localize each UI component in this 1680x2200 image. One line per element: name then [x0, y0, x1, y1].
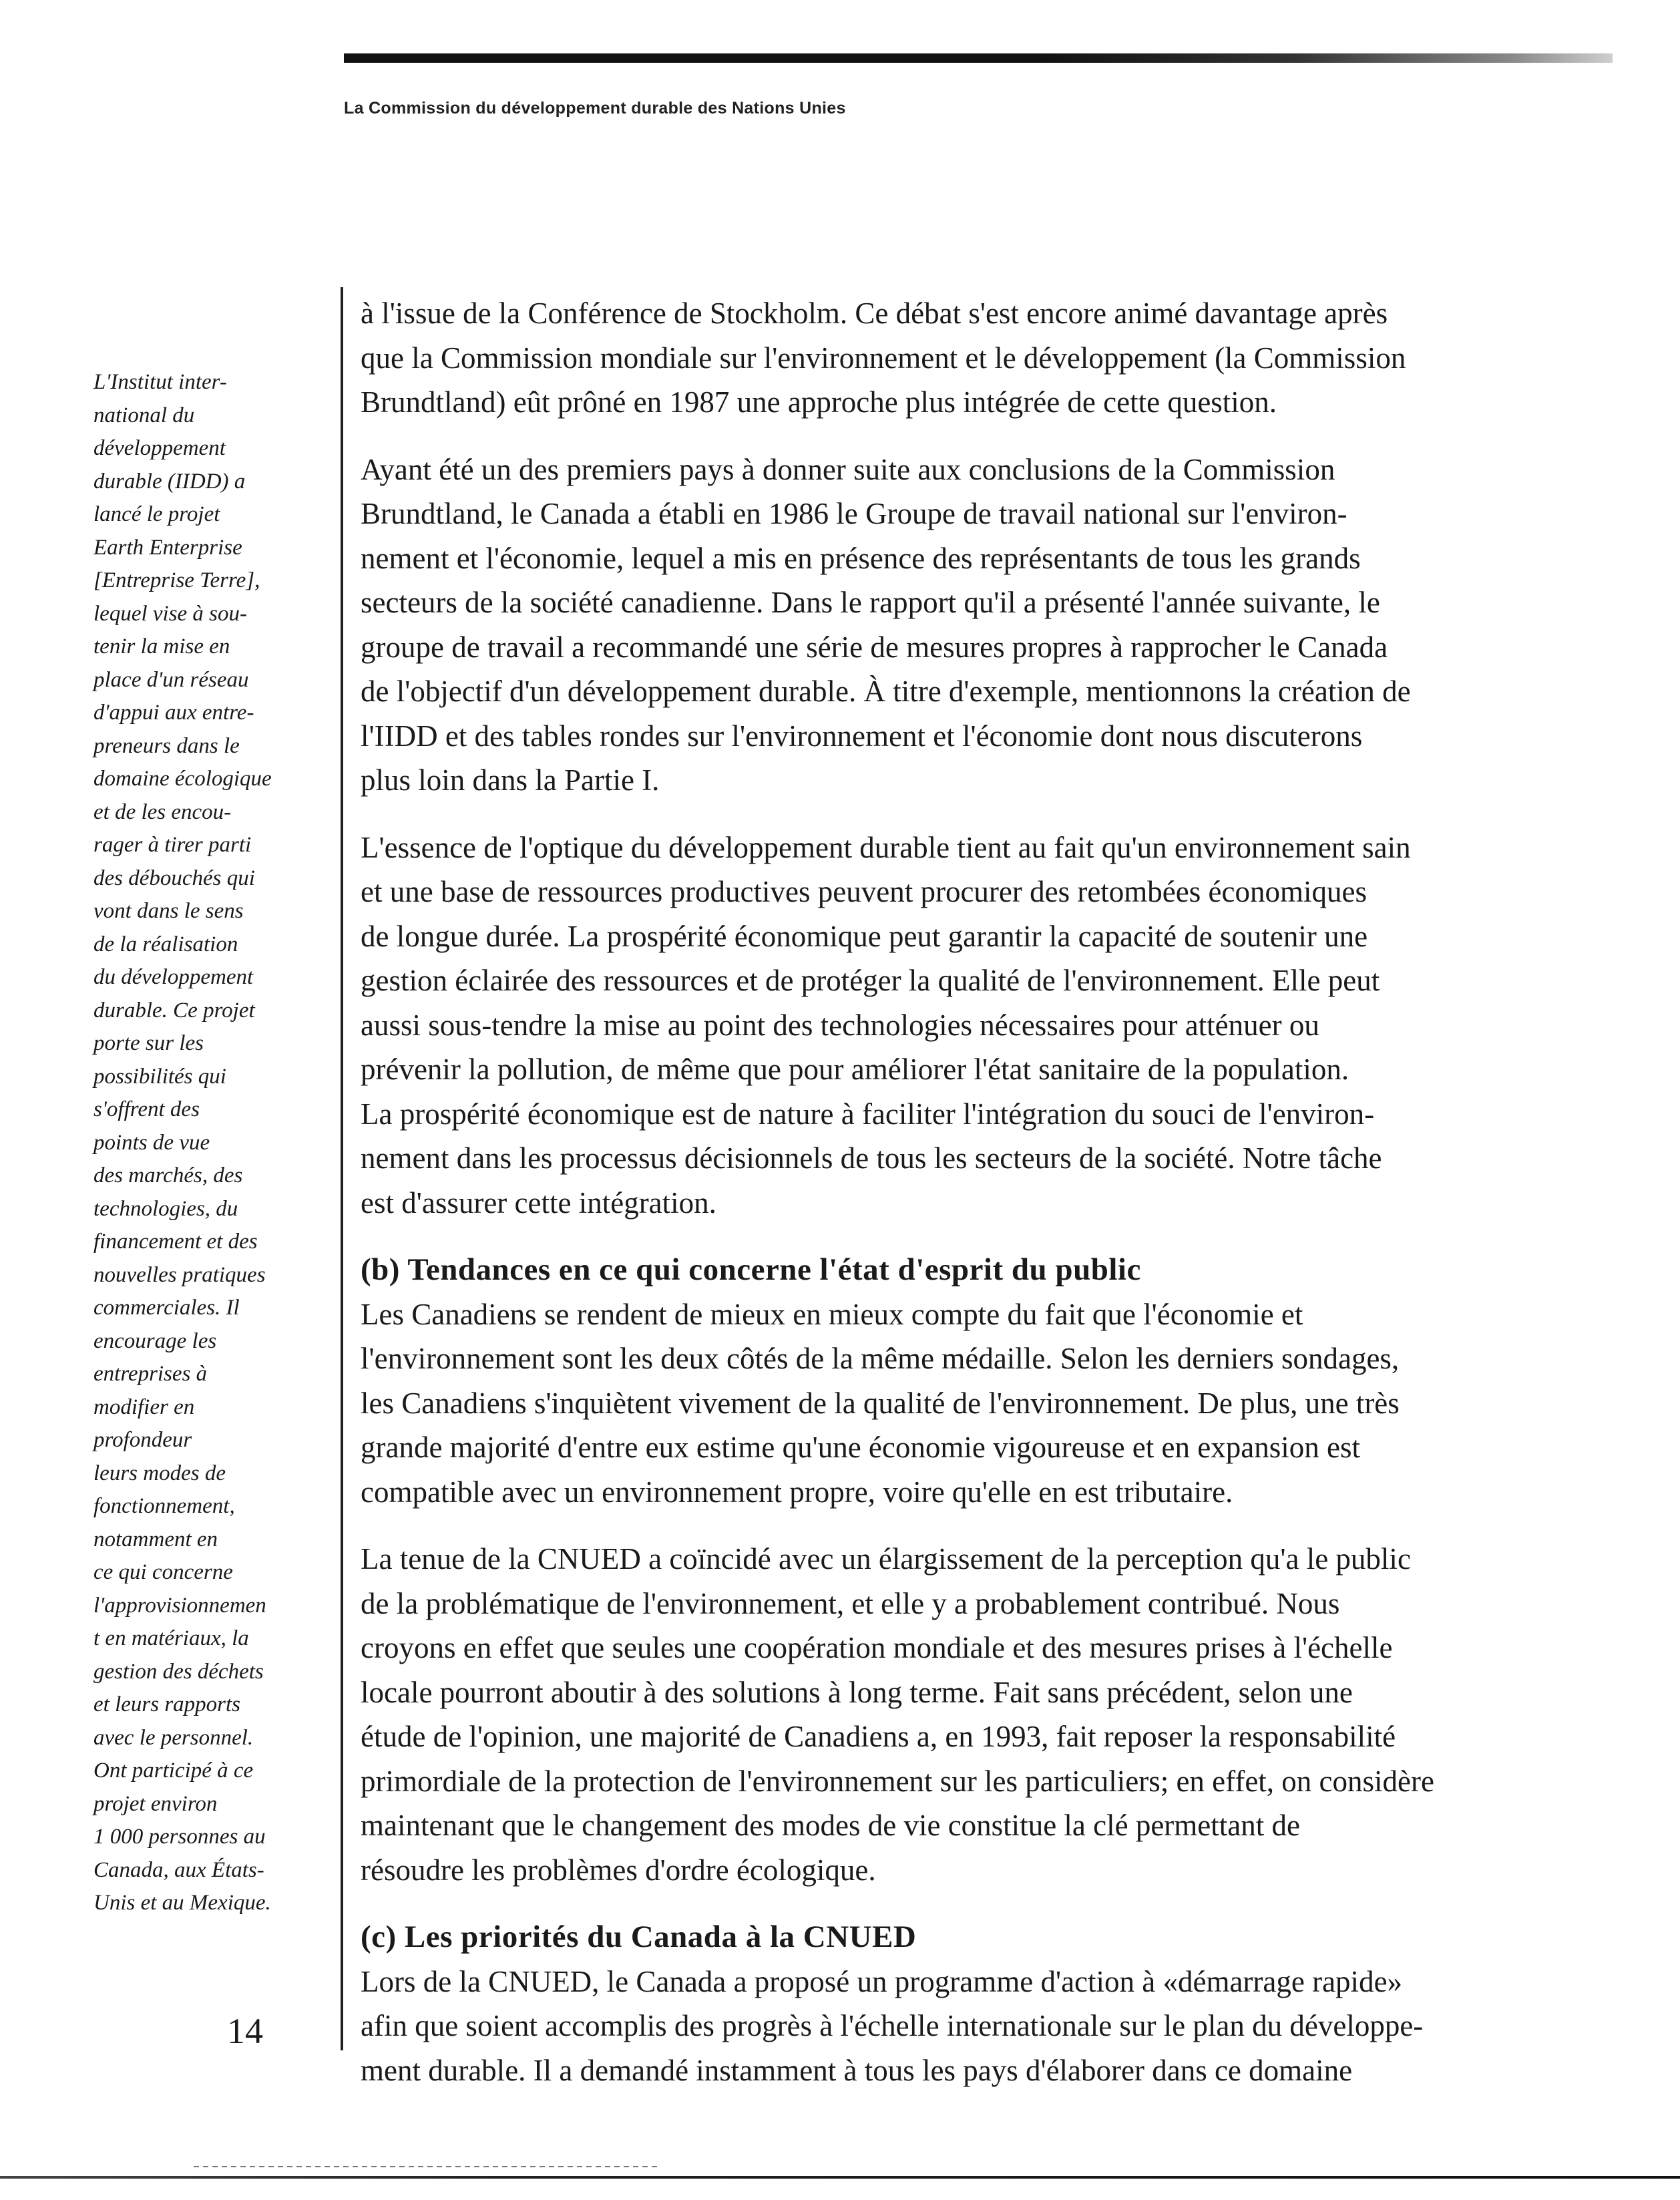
sidebar-line: porte sur les: [93, 1031, 204, 1055]
text-line: afin que soient accomplis des progrès à l'échelle internationale sur le plan du développe-: [361, 2009, 1424, 2042]
section-c: [361, 1915, 1522, 2092]
text-line: nement et l'économie, lequel a mis en présence des représentants de tous les grands: [361, 541, 1361, 575]
sidebar-line: rager à tirer parti: [93, 833, 252, 857]
sidebar-line: s'offrent des: [93, 1097, 200, 1121]
sidebar-line: preneurs dans le: [93, 733, 240, 758]
text-line: Brundtland, le Canada a établi en 1986 le Groupe de travail national sur l'environ-: [361, 497, 1347, 530]
text-line: La tenue de la CNUED a coïncidé avec un élargissement de la perception qu'a le public: [361, 1542, 1411, 1576]
paragraph: [361, 1537, 1522, 1892]
sidebar-line: notamment en: [93, 1527, 218, 1551]
paragraph: [361, 826, 1522, 1226]
sidebar-line: ce qui concerne: [93, 1560, 233, 1584]
sidebar-line: encourage les: [93, 1328, 217, 1353]
text-line: que la Commission mondiale sur l'environnement et le développement (la Commission: [361, 341, 1406, 375]
sidebar-line: durable. Ce projet: [93, 998, 255, 1023]
header-rule: [344, 53, 1613, 63]
sidebar-line: commerciales. Il: [93, 1296, 240, 1320]
sidebar-line: leurs modes de: [93, 1461, 226, 1485]
text-line: de la problématique de l'environnement, et elle y a probablement contribué. Nous: [361, 1586, 1340, 1620]
text-line: prévenir la pollution, de même que pour améliorer l'état sanitaire de la population.: [361, 1053, 1349, 1086]
sidebar-line: 1 000 personnes au: [93, 1825, 266, 1849]
sidebar-line: fonctionnement,: [93, 1494, 235, 1518]
text-line: nement dans les processus décisionnels de tous les secteurs de la société. Notre tâche: [361, 1141, 1382, 1175]
sidebar-line: possibilités qui: [93, 1064, 226, 1089]
sidebar-line: d'appui aux entre-: [93, 701, 254, 725]
sidebar-line: Earth Enterprise: [93, 535, 242, 560]
sidebar-line: technologies, du: [93, 1196, 238, 1221]
sidebar-line: et de les encou-: [93, 799, 232, 824]
text-line: secteurs de la société canadienne. Dans le rapport qu'il a présenté l'année suivante, le: [361, 586, 1380, 619]
sidebar-line: gestion des déchets: [93, 1659, 264, 1684]
text-line: de l'objectif d'un développement durable. À titre d'exemple, mentionnons la création de: [361, 675, 1411, 708]
sidebar-line: des débouchés qui: [93, 866, 255, 890]
sidebar-line: national du: [93, 403, 195, 427]
text-line: aussi sous-tendre la mise au point des technologies nécessaires pour atténuer ou: [361, 1008, 1319, 1042]
section-heading-b: (b) Tendances en ce qui concerne l'état d'esprit du public: [361, 1252, 1141, 1287]
text-line: Lors de la CNUED, le Canada a proposé un programme d'action à «démarrage rapide»: [361, 1964, 1403, 1998]
sidebar-line: financement et des: [93, 1230, 258, 1254]
sidebar-line: l'approvisionnemen: [93, 1593, 266, 1618]
paragraph: [361, 291, 1522, 425]
text-line: l'IIDD et des tables rondes sur l'environnement et l'économie dont nous discuterons: [361, 719, 1363, 753]
text-line: est d'assurer cette intégration.: [361, 1185, 716, 1220]
sidebar-line: avec le personnel.: [93, 1725, 254, 1750]
text-line: groupe de travail a recommandé une série de mesures propres à rapprocher le Canada: [361, 630, 1388, 664]
sidebar-line: entreprises à: [93, 1362, 208, 1386]
sidebar-line: des marchés, des: [93, 1163, 243, 1187]
sidebar-line: lequel vise à sou-: [93, 601, 248, 626]
text-line: l'environnement sont les deux côtés de la même médaille. Selon les derniers sondages,: [361, 1342, 1400, 1375]
section-b: [361, 1248, 1522, 1892]
sidebar-line: développement: [93, 436, 226, 460]
text-line: gestion éclairée des ressources et de protéger la qualité de l'environnement. Elle peut: [361, 964, 1380, 997]
sidebar-line: [Entreprise Terre],: [93, 568, 260, 592]
text-line: et une base de ressources productives peuvent procurer des retombées économiques: [361, 875, 1367, 908]
text-line: Les Canadiens se rendent de mieux en mieux compte du fait que l'économie et: [361, 1297, 1303, 1331]
text-line: primordiale de la protection de l'environnement sur les particuliers; en effet, on considère: [361, 1764, 1434, 1798]
text-line: les Canadiens s'inquiètent vivement de la qualité de l'environnement. De plus, une très: [361, 1386, 1400, 1420]
column-divider: [341, 287, 343, 2050]
text-line: ment durable. Il a demandé instamment à tous les pays d'élaborer dans ce domaine: [361, 2053, 1353, 2087]
sidebar-line: modifier en: [93, 1395, 195, 1419]
text-line: plus loin dans la Partie I.: [361, 763, 660, 797]
sidebar-line: Canada, aux États-: [93, 1857, 264, 1882]
sidebar-line: du développement: [93, 965, 254, 989]
text-line: L'essence de l'optique du développement durable tient au fait qu'un environnement sain: [361, 830, 1411, 864]
sidebar-line: nouvelles pratiques: [93, 1262, 266, 1287]
footer-rule: [0, 2176, 1680, 2179]
page-number: 14: [227, 2011, 263, 2051]
sidebar-line: lancé le projet: [93, 502, 220, 526]
text-line: de longue durée. La prospérité économique peut garantir la capacité de soutenir une: [361, 919, 1368, 953]
text-line: étude de l'opinion, une majorité de Canadiens a, en 1993, fait reposer la responsabilité: [361, 1720, 1396, 1753]
sidebar-line: Ont participé à ce: [93, 1759, 254, 1783]
paragraph: [361, 1960, 1522, 2093]
section-heading-c: (c) Les priorités du Canada à la CNUED: [361, 1919, 917, 1954]
sidebar-line: points de vue: [93, 1130, 210, 1155]
text-line: locale pourront aboutir à des solutions à long terme. Fait sans précédent, selon une: [361, 1675, 1353, 1709]
main-text: [361, 291, 1522, 2111]
text-line: croyons en effet que seules une coopération mondiale et des mesures prises à l'échelle: [361, 1631, 1393, 1664]
text-line: Ayant été un des premiers pays à donner suite aux conclusions de la Commission: [361, 452, 1335, 486]
footer-dotted-rule: [194, 2166, 661, 2167]
paragraph: [361, 447, 1522, 803]
sidebar-line: L'Institut inter-: [93, 370, 227, 394]
sidebar-line: projet environ: [93, 1791, 218, 1816]
sidebar-line: et leurs rapports: [93, 1692, 241, 1716]
sidebar-line: t en matériaux, la: [93, 1626, 249, 1650]
text-line: résoudre les problèmes d'ordre écologique.: [361, 1853, 876, 1887]
text-line: La prospérité économique est de nature à faciliter l'intégration du souci de l'environ-: [361, 1097, 1375, 1131]
paragraph: [361, 1292, 1522, 1515]
text-line: Brundtland) eût prôné en 1987 une approche plus intégrée de cette question.: [361, 385, 1277, 419]
sidebar-line: tenir la mise en: [93, 634, 230, 659]
sidebar-line: durable (IIDD) a: [93, 469, 246, 494]
sidebar-line: profondeur: [93, 1428, 192, 1452]
text-line: maintenant que le changement des modes de vie constitue la clé permettant de: [361, 1809, 1300, 1842]
running-header: La Commission du développement durable des Nations Unies: [344, 99, 846, 118]
sidebar-line: Unis et au Mexique.: [93, 1891, 271, 1915]
sidebar-line: de la réalisation: [93, 932, 238, 956]
text-line: à l'issue de la Conférence de Stockholm. Ce débat s'est encore animé davantage après: [361, 297, 1388, 330]
sidebar-line: place d'un réseau: [93, 667, 249, 692]
sidebar-line: domaine écologique: [93, 767, 272, 791]
text-line: compatible avec un environnement propre, voire qu'elle en est tributaire.: [361, 1475, 1233, 1509]
sidebar-line: vont dans le sens: [93, 899, 244, 923]
text-line: grande majorité d'entre eux estime qu'une économie vigoureuse et en expansion est: [361, 1431, 1360, 1464]
sidebar-note: [93, 366, 307, 1920]
